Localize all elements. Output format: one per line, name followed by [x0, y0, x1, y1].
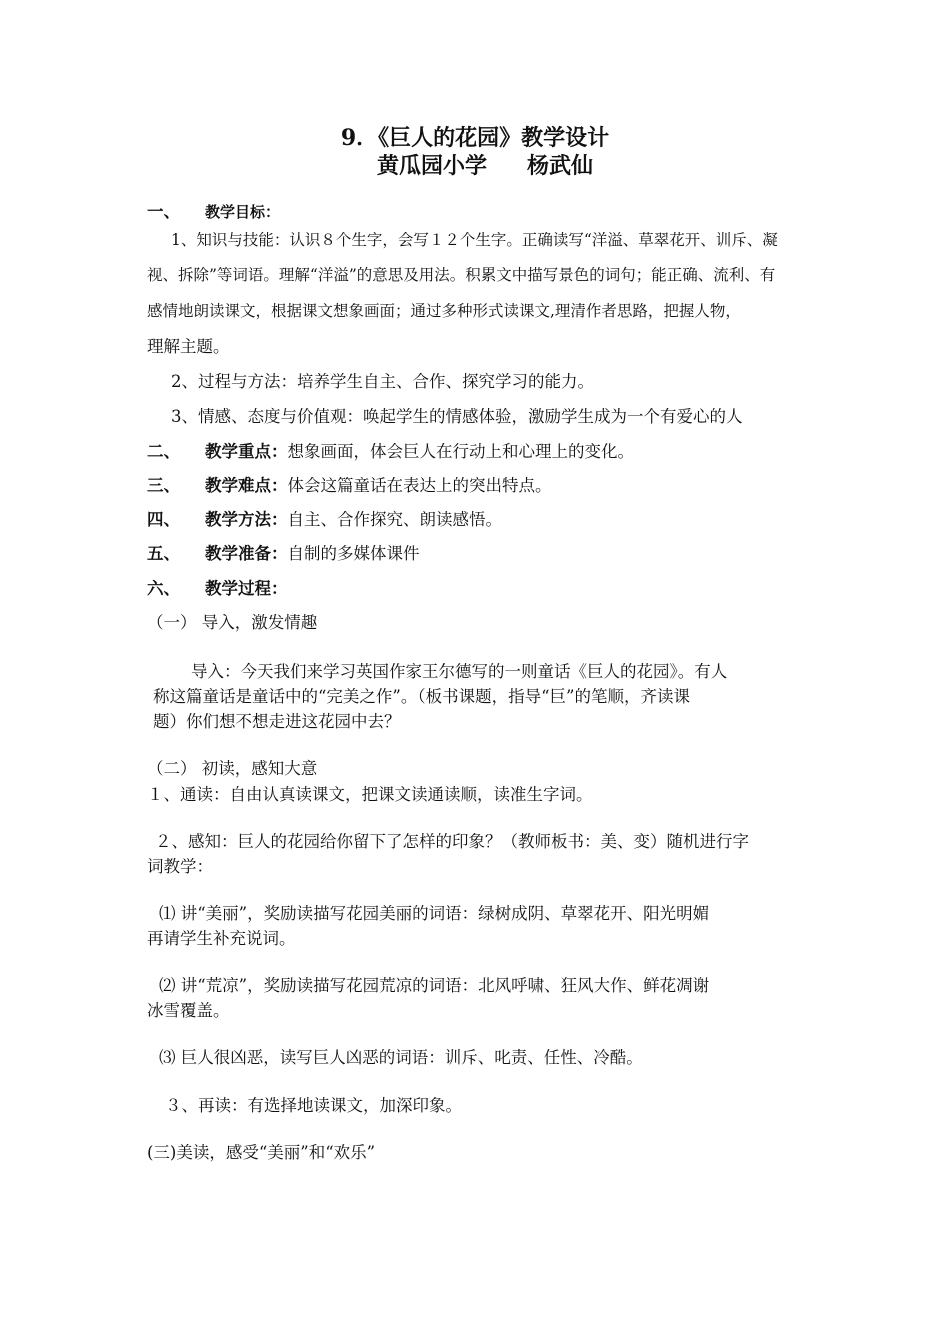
paragraph-line: 导入：今天我们来学习英国作家王尔德写的一则童话《巨人的花园》。有人: [191, 662, 728, 681]
paragraph-line: 称这篇童话是童话中的“完美之作”。（板书课题，指导“巨”的笔顺，齐读课: [153, 687, 690, 706]
section-text: 自制的多媒体课件: [287, 544, 420, 563]
section-number: 四、: [147, 510, 180, 529]
objective-line: 理解主题。: [147, 337, 230, 356]
section-number: 三、: [147, 476, 180, 495]
byline: [0, 152, 950, 180]
section-methods: [147, 509, 822, 531]
process-part-heading: （二） 初读，感知大意: [147, 759, 318, 778]
paragraph-line: 词教学：: [147, 857, 213, 876]
section-title: 教学过程：: [205, 579, 288, 598]
process-part-heading: (三)美读，感受“美丽”和“欢乐”: [147, 1143, 376, 1162]
section-number: 二、: [147, 442, 180, 461]
section-text: 想象画面，体会巨人在行动上和心理上的变化。: [287, 442, 634, 461]
section-key-points: [147, 441, 822, 463]
section-title: 教学难点：: [205, 476, 288, 495]
list-item: ⑶ 巨人很凶恶，读写巨人凶恶的词语：训斥、叱责、任性、冷酷。: [159, 1048, 643, 1067]
page-title: 9．《巨人的花园》教学设计: [340, 125, 610, 151]
author-name: 杨武仙: [527, 153, 594, 179]
title-block: [0, 124, 950, 180]
paragraph-line: ３、再读：有选择地读课文，加深印象。: [165, 1096, 462, 1115]
paragraph-line: １、通读：自由认真读课文，把课文读通读顺，读准生字词。: [147, 785, 593, 804]
process-part-heading: （一） 导入，激发情趣: [147, 613, 318, 632]
section-difficulties: [147, 475, 822, 497]
paragraph-line: ２、感知：巨人的花园给你留下了怎样的印象？（教师板书：美、变）随机进行字: [155, 832, 749, 851]
section-title: 教学目标：: [205, 203, 281, 221]
objective-line: 3、情感、态度与价值观：唤起学生的情感体验，激励学生成为一个有爱心的人: [171, 407, 743, 426]
section-number: 五、: [147, 544, 180, 563]
list-item: 冰雪覆盖。: [147, 1001, 230, 1020]
objective-line: 1、知识与技能：认识８个生字，会写１２个生字。正确读写“洋溢、草翠花开、训斥、凝: [171, 231, 778, 249]
section-heading-objectives: [147, 201, 822, 223]
list-item: 再请学生补充说词。: [147, 929, 296, 948]
section-title: 教学重点：: [205, 442, 288, 461]
objective-line: 2、过程与方法：培养学生自主、合作、探究学习的能力。: [171, 372, 594, 391]
section-number: 一、: [147, 202, 180, 221]
section-preparation: [147, 543, 822, 565]
section-title: 教学准备：: [205, 544, 288, 563]
paragraph-line: 题）你们想不想走进这花园中去？: [153, 712, 401, 731]
objective-line: 感情地朗读课文，根据课文想象画面；通过多种形式读课文,理清作者思路，把握人物，: [147, 302, 741, 320]
section-title: 教学方法：: [205, 510, 288, 529]
section-text: 自主、合作探究、朗读感悟。: [287, 510, 502, 529]
objective-line: 视、拆除”等词语。理解“洋溢”的意思及用法。积累文中描写景色的词句；能正确、流利、有: [147, 266, 776, 284]
list-item: ⑵ 讲“荒凉”，奖励读描写花园荒凉的词语：北风呼啸、狂风大作、鲜花凋谢: [159, 976, 710, 995]
section-number: 六、: [147, 579, 180, 598]
list-item: ⑴ 讲“美丽”，奖励读描写花园美丽的词语：绿树成阴、草翠花开、阳光明媚: [159, 904, 710, 923]
section-process: [147, 578, 822, 600]
school-name: 黄瓜园小学: [376, 153, 487, 179]
section-text: 体会这篇童话在表达上的突出特点。: [287, 476, 552, 495]
